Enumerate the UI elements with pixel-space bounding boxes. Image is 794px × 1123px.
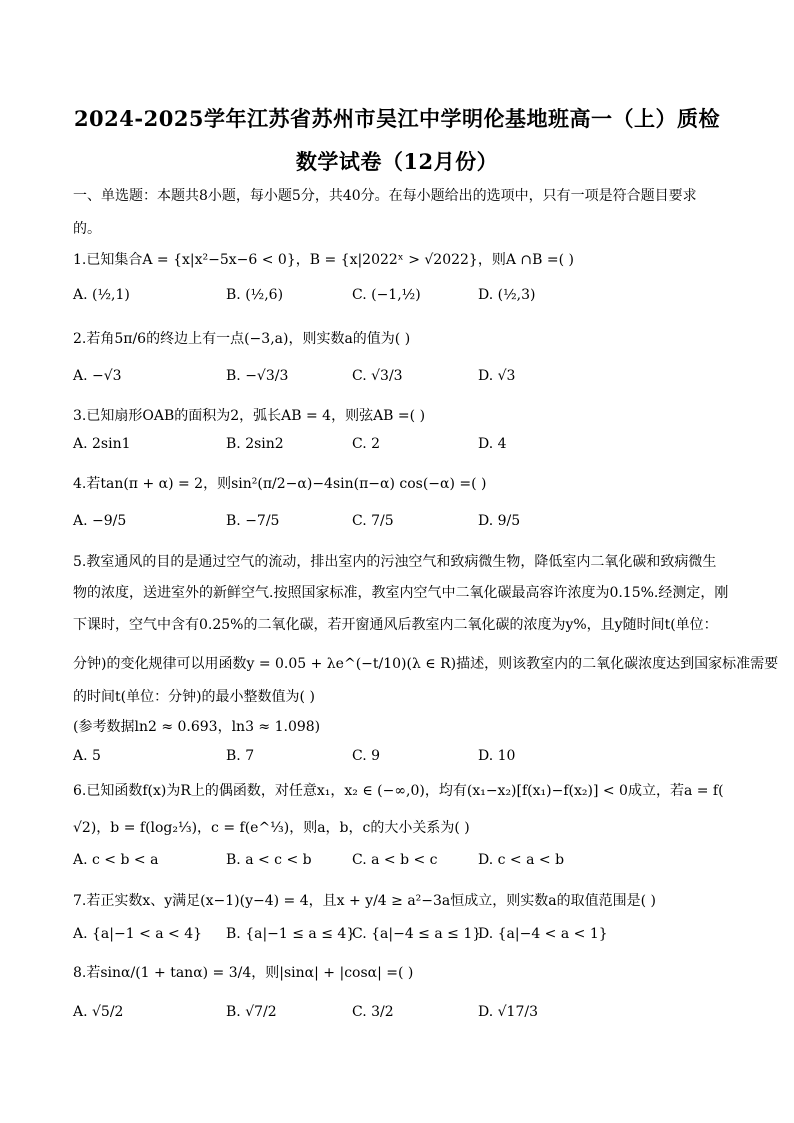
question-8-stem: 8.若sinα/(1 + tanα) = 3/4，则|sinα| + |cosα| =( ) bbox=[73, 965, 414, 981]
question-5-option-c: C. 9 bbox=[352, 748, 381, 764]
question-5-line2: 物的浓度，送进室外的新鲜空气.按照国家标准，教室内空气中二氧化碳最高容许浓度为0.15%.经测定，刚 bbox=[73, 585, 729, 601]
question-1-option-b: B. (½,6) bbox=[226, 287, 284, 303]
question-3-option-c: C. 2 bbox=[352, 436, 381, 452]
question-5-line3: 下课时，空气中含有0.25%的二氧化碳，若开窗通风后教室内二氧化碳的浓度为y%，且y随时间t(单位： bbox=[73, 617, 718, 633]
question-5-option-d: D. 10 bbox=[478, 748, 516, 764]
question-4-option-a: A. −9/5 bbox=[73, 513, 127, 529]
question-7-stem: 7.若正实数x、y满足(x−1)(y−4) = 4，且x + y/4 ≥ a²−3a恒成立，则实数a的取值范围是( ) bbox=[73, 893, 656, 909]
question-6-option-d: D. c < a < b bbox=[478, 852, 565, 868]
question-2-stem: 2.若角5π/6的终边上有一点(−3,a)，则实数a的值为( ) bbox=[73, 331, 411, 347]
question-8-option-a: A. √5/2 bbox=[73, 1004, 124, 1020]
question-4-option-d: D. 9/5 bbox=[478, 513, 521, 529]
question-1-stem: 1.已知集合A = {x|x²−5x−6 < 0}，B = {x|2022ˣ > √2022}，则A ∩B =( ) bbox=[73, 252, 574, 268]
question-2-option-b: B. −√3/3 bbox=[226, 368, 289, 384]
question-4-option-c: C. 7/5 bbox=[352, 513, 394, 529]
question-6-option-c: C. a < b < c bbox=[352, 852, 438, 868]
question-6-option-b: B. a < c < b bbox=[226, 852, 312, 868]
question-3-option-a: A. 2sin1 bbox=[73, 436, 131, 452]
question-4-option-b: B. −7/5 bbox=[226, 513, 280, 529]
question-5-line4: 分钟)的变化规律可以用函数y = 0.05 + λe^(−t/10)(λ ∈ R)描述，则该教室内的二氧化碳浓度达到国家标准需要 bbox=[73, 656, 779, 672]
question-2-option-a: A. −√3 bbox=[73, 368, 122, 384]
question-1-option-a: A. (½,1) bbox=[73, 287, 130, 303]
question-3-stem: 3.已知扇形OAB的面积为2，弧长AB = 4，则弦AB =( ) bbox=[73, 408, 426, 424]
section-heading: 一、单选题：本题共8小题，每小题5分，共40分。在每小题给出的选项中，只有一项是符合题目要求的。 bbox=[73, 188, 697, 237]
question-6-line2: √2)，b = f(log₂⅓)，c = f(e^⅓)，则a，b，c的大小关系为( ) bbox=[73, 820, 470, 836]
question-5-line6: (参考数据ln2 ≈ 0.693，ln3 ≈ 1.098) bbox=[73, 719, 321, 735]
question-5-line5: 的时间t(单位：分钟)的最小整数值为( ) bbox=[73, 689, 315, 705]
exam-title-line2: 数学试卷（12月份） bbox=[295, 149, 499, 174]
question-5-option-a: A. 5 bbox=[73, 748, 101, 764]
question-2-option-d: D. √3 bbox=[478, 368, 516, 384]
question-3-option-b: B. 2sin2 bbox=[226, 436, 284, 452]
question-7-option-b: B. {a|−1 ≤ a ≤ 4} bbox=[226, 926, 356, 942]
question-7-option-a: A. {a|−1 < a < 4} bbox=[73, 926, 203, 942]
question-6-option-a: A. c < b < a bbox=[73, 852, 159, 868]
question-2-option-c: C. √3/3 bbox=[352, 368, 403, 384]
question-6-line1: 6.已知函数f(x)为R上的偶函数，对任意x₁，x₂ ∈ (−∞,0)，均有(x₁−x₂)[f(x₁)−f(x₂)] < 0成立，若a = f( bbox=[73, 783, 724, 799]
question-7-option-d: D. {a|−4 < a < 1} bbox=[478, 926, 608, 942]
exam-title-line1: 2024-2025学年江苏省苏州市吴江中学明伦基地班高一（上）质检 bbox=[73, 106, 721, 131]
question-8-option-d: D. √17/3 bbox=[478, 1004, 538, 1020]
question-1-option-d: D. (½,3) bbox=[478, 287, 536, 303]
question-3-option-d: D. 4 bbox=[478, 436, 507, 452]
question-5-option-b: B. 7 bbox=[226, 748, 255, 764]
question-4-stem: 4.若tan(π + α) = 2，则sin²(π/2−α)−4sin(π−α) cos(−α) =( ) bbox=[73, 476, 487, 492]
question-8-option-c: C. 3/2 bbox=[352, 1004, 394, 1020]
question-5-line1: 5.教室通风的目的是通过空气的流动，排出室内的污浊空气和致病微生物，降低室内二氧化碳和致病微生 bbox=[73, 554, 717, 570]
question-1-option-c: C. (−1,½) bbox=[352, 287, 421, 303]
question-8-option-b: B. √7/2 bbox=[226, 1004, 277, 1020]
question-7-option-c: C. {a|−4 ≤ a ≤ 1} bbox=[352, 926, 482, 942]
